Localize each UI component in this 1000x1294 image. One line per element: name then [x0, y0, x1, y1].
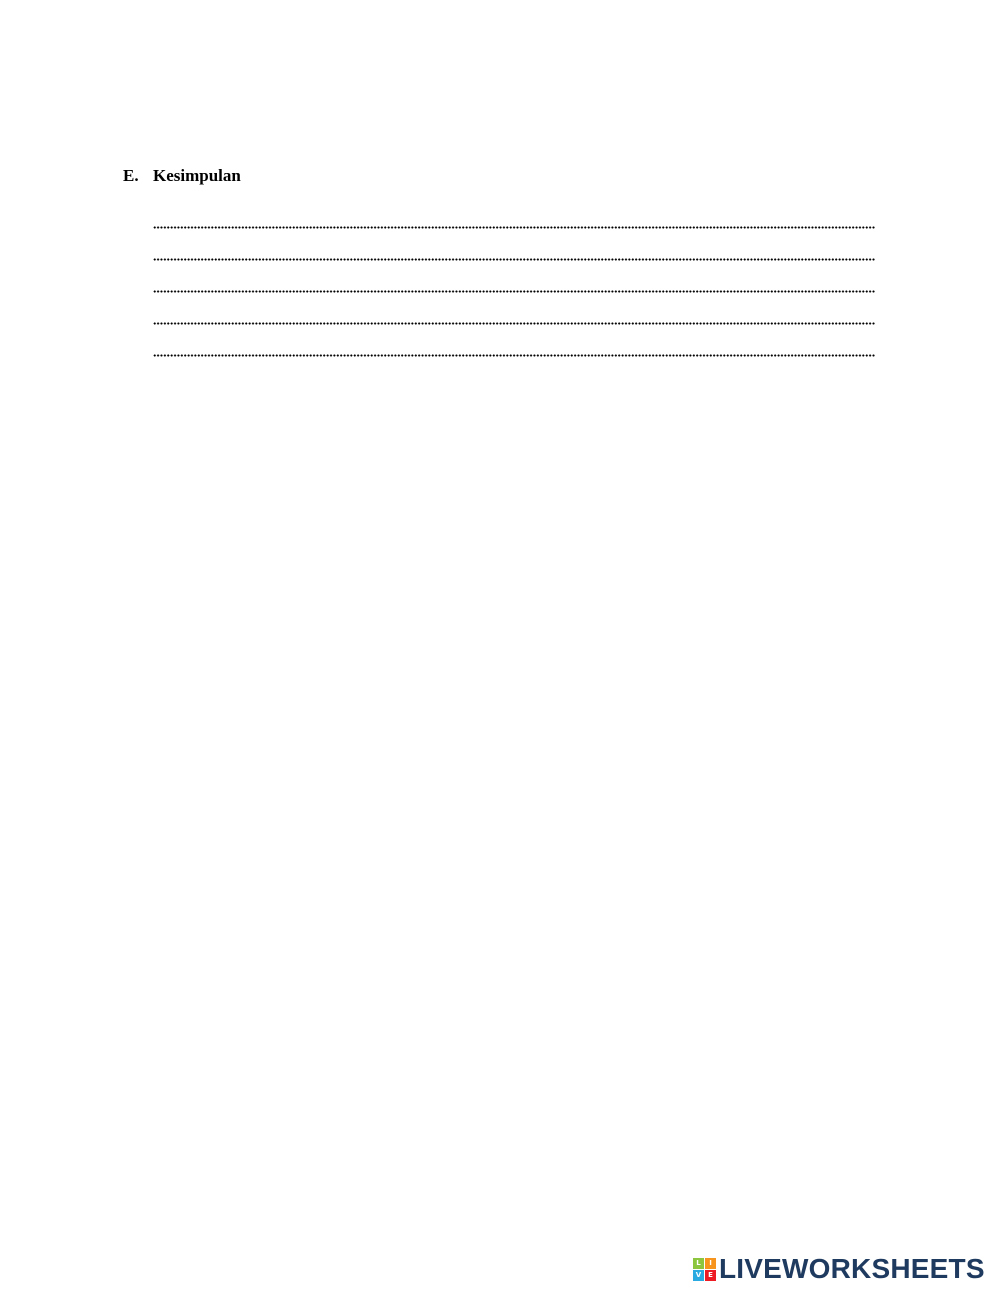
dotted-line: [153, 226, 875, 229]
dotted-line: [153, 290, 875, 293]
section-title: Kesimpulan: [153, 166, 241, 185]
dotted-line: [153, 322, 875, 325]
liveworksheets-logo: [693, 1255, 985, 1283]
answer-line-1[interactable]: [153, 214, 875, 246]
answer-line-4[interactable]: [153, 310, 875, 342]
brand-mark-icon: [693, 1258, 716, 1281]
brand-tile-l: L: [693, 1258, 704, 1269]
brand-tile-i: I: [705, 1258, 716, 1269]
dotted-line: [153, 354, 875, 357]
answer-lines: [153, 214, 875, 374]
dotted-line: [153, 258, 875, 261]
section-letter: E.: [123, 166, 139, 185]
answer-line-2[interactable]: [153, 246, 875, 278]
section-heading: [123, 166, 241, 186]
brand-name: LIVEWORKSHEETS: [719, 1253, 985, 1284]
answer-line-5[interactable]: [153, 342, 875, 374]
brand-tile-e: E: [705, 1270, 716, 1281]
answer-line-3[interactable]: [153, 278, 875, 310]
brand-tile-v: V: [693, 1270, 704, 1281]
